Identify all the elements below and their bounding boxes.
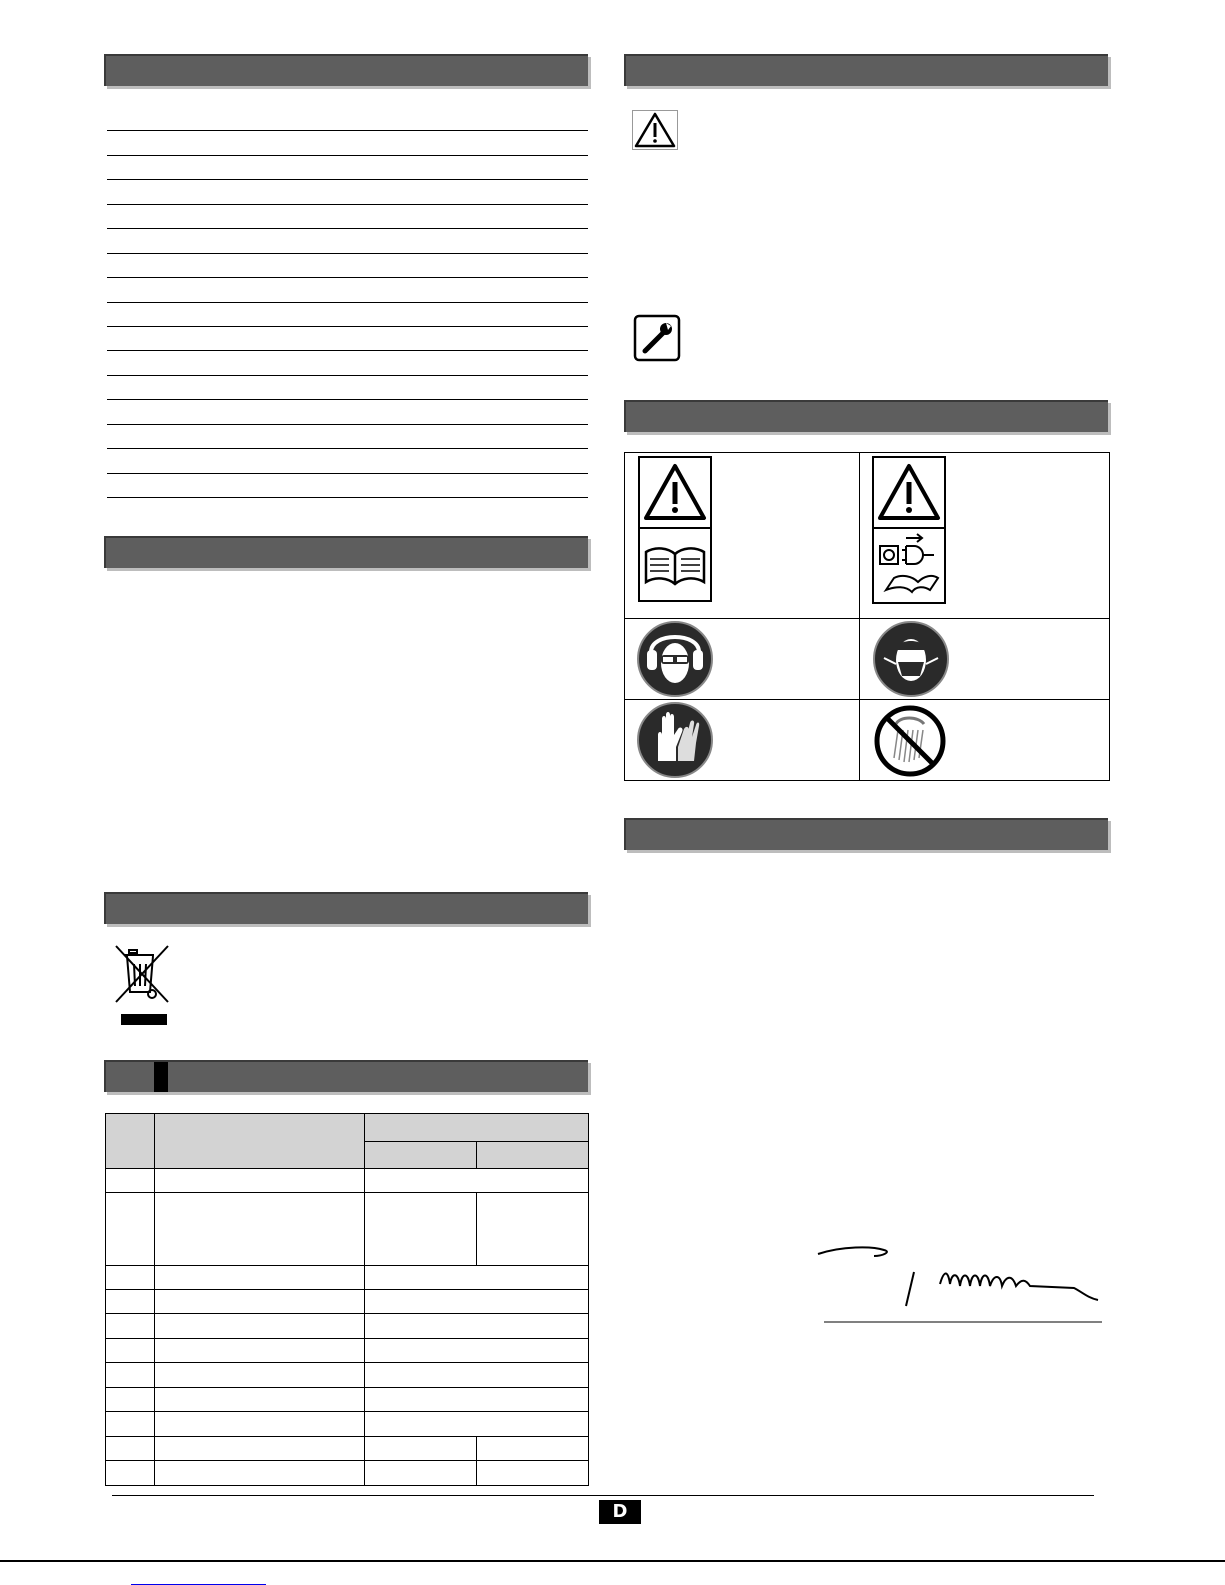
- contents-header: [104, 54, 588, 86]
- safety-header: [624, 54, 1108, 86]
- language-badge-text: D: [612, 1501, 628, 1522]
- unplug-before-service-icon: [872, 456, 948, 606]
- table-row: [106, 1461, 589, 1486]
- contents-rule: [107, 326, 588, 327]
- grid-divider: [625, 618, 1109, 619]
- contents-rule: [107, 155, 588, 156]
- contents-rule: [107, 424, 588, 425]
- contents-rule: [107, 228, 588, 229]
- grid-divider: [625, 699, 1109, 700]
- contents-rule: [107, 399, 588, 400]
- language-badge: [599, 1500, 641, 1524]
- specs-header: [104, 1060, 588, 1092]
- symbols-header: [624, 400, 1108, 432]
- contents-rule: [107, 375, 588, 376]
- table-row: [106, 1363, 589, 1388]
- contents-rule: [107, 277, 588, 278]
- no-rain-icon: [870, 702, 950, 780]
- table-row: [106, 1193, 589, 1266]
- read-manual-icon: [638, 456, 714, 604]
- bottom-rule: [0, 1560, 1225, 1562]
- wrench-icon: [633, 314, 681, 362]
- specs-head-sub1: [365, 1142, 477, 1169]
- symbols-grid: [624, 452, 1110, 781]
- contents-rule: [107, 130, 588, 131]
- contents-rule: [107, 179, 588, 180]
- specs-head-col1: [106, 1114, 155, 1169]
- table-row: [106, 1290, 589, 1314]
- specs-table: [105, 1113, 589, 1486]
- grid-divider: [859, 453, 860, 780]
- description-header: [104, 536, 588, 568]
- table-row: [106, 1412, 589, 1437]
- specs-head-col2: [154, 1114, 365, 1169]
- table-row: [106, 1266, 589, 1290]
- signature: [812, 1240, 1104, 1330]
- table-row: [106, 1314, 589, 1339]
- dust-mask-icon: [870, 620, 952, 698]
- contents-rule: [107, 448, 588, 449]
- specs-header-marker: [154, 1062, 168, 1092]
- footer-link[interactable]: [131, 1570, 266, 1585]
- table-row: [106, 1388, 589, 1412]
- table-row: [106, 1169, 589, 1193]
- footer-rule: [112, 1495, 1094, 1496]
- table-row: [106, 1437, 589, 1461]
- contents-rule: [107, 253, 588, 254]
- contents-rule: [107, 204, 588, 205]
- disposal-header: [104, 892, 588, 924]
- specs-head-group: [365, 1114, 589, 1142]
- declaration-header: [624, 818, 1108, 850]
- contents-rule: [107, 350, 588, 351]
- contents-rule: [107, 302, 588, 303]
- warning-triangle-icon: [632, 110, 678, 150]
- crossed-bin-icon: [112, 942, 172, 1028]
- gloves-icon: [634, 701, 716, 779]
- ear-eye-protection-icon: [634, 620, 716, 698]
- contents-rule: [107, 473, 588, 474]
- specs-head-sub2: [477, 1142, 589, 1169]
- table-row: [106, 1339, 589, 1363]
- contents-rule: [107, 497, 588, 498]
